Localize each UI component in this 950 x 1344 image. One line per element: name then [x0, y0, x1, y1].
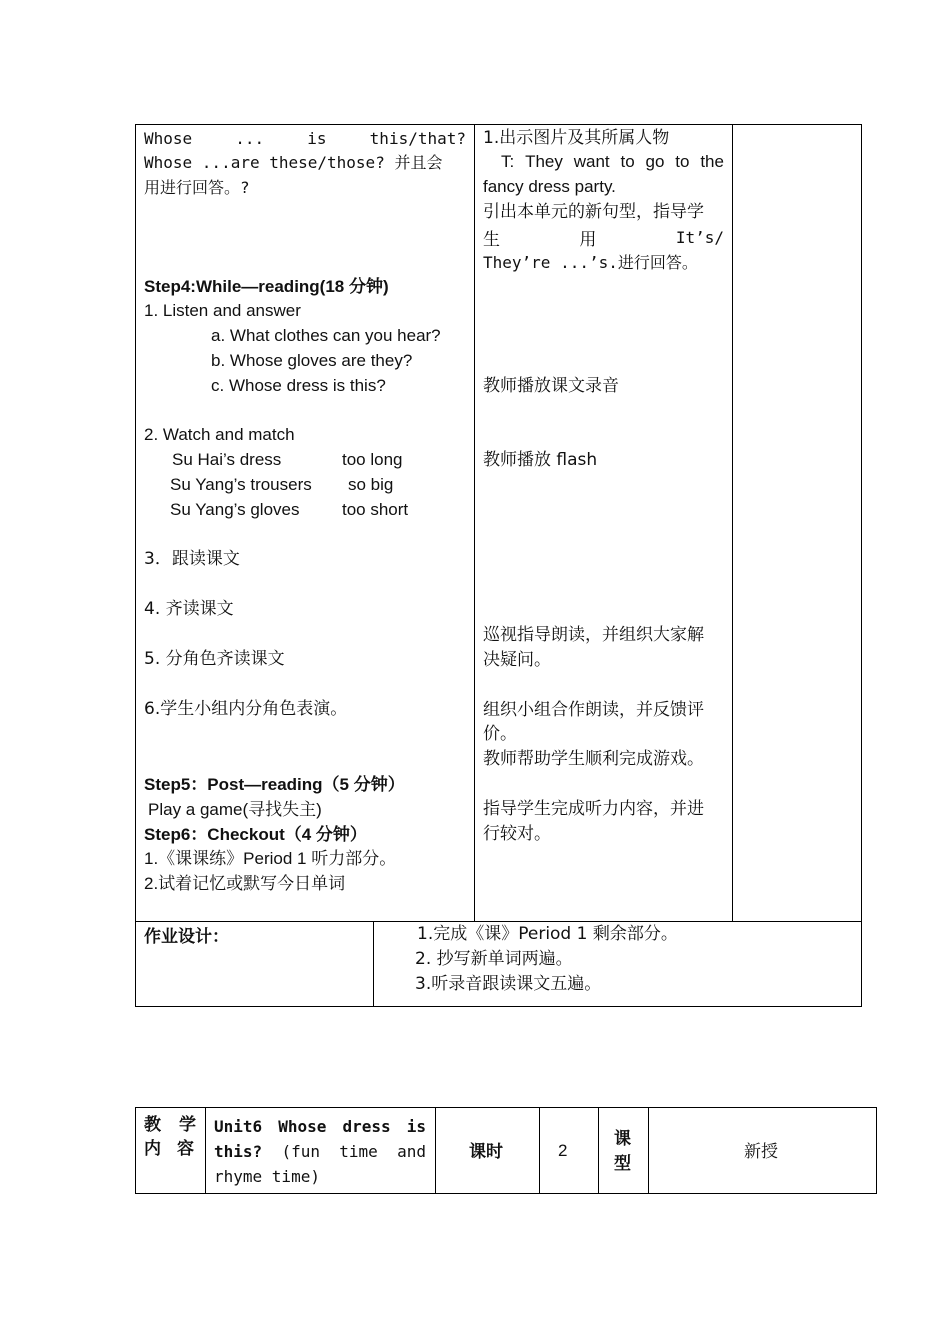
activity-listening-line-1: 指导学生完成听力内容，并进: [483, 799, 704, 819]
intro-word: is: [307, 128, 327, 148]
question-b: b. Whose gloves are they?: [211, 351, 413, 370]
lower-table-divider-2: [435, 1107, 436, 1194]
table-divider-1: [474, 124, 475, 922]
activity-word: It’s/: [675, 228, 724, 247]
homework-item-3: 3.听录音跟读课文五遍。: [415, 974, 602, 994]
activity-word: T:: [501, 151, 515, 171]
step4-title: Step4:While—reading(18 分钟): [144, 277, 389, 296]
title-word: dress: [342, 1117, 391, 1136]
activity-word: want: [573, 151, 610, 171]
homework-item-2: 2. 抄写新单词两遍。: [415, 949, 573, 969]
label-char: 内: [144, 1139, 161, 1159]
title-word: Whose: [278, 1117, 327, 1136]
lesson-title-line-2: [214, 1139, 426, 1164]
intro-word: this/that?: [369, 128, 466, 148]
activity-word: 用: [579, 230, 597, 250]
period-label: 课时: [469, 1142, 503, 1162]
activity-word: the: [700, 151, 724, 171]
lesson-title-line-3: rhyme time): [214, 1167, 320, 1186]
lower-table-divider-3: [539, 1107, 540, 1194]
activity-1-line-4: 引出本单元的新句型，指导学: [483, 202, 704, 222]
type-label-1: 课: [614, 1129, 631, 1149]
checkout-item-1: 1.《课课练》Period 1 听力部分。: [144, 849, 397, 868]
title-word: this?: [214, 1142, 263, 1161]
read-together-item: 4. 齐读课文: [144, 599, 234, 619]
lower-table-border-bottom: [135, 1193, 877, 1194]
label-char: 学: [179, 1115, 196, 1135]
match-left-3: Su Yang’s gloves: [170, 500, 300, 519]
question-c: c. Whose dress is this?: [211, 376, 386, 395]
match-left-1: Su Hai’s dress: [172, 450, 282, 469]
activity-guide-line-1: 巡视指导朗读，并组织大家解: [483, 625, 704, 645]
step6-title: Step6：Checkout（4 分钟）: [144, 825, 367, 844]
activity-word: They: [525, 151, 563, 171]
table-divider-2: [732, 124, 733, 922]
activity-game-help: 教师帮助学生顺利完成游戏。: [483, 749, 704, 769]
title-word: time: [339, 1142, 378, 1161]
follow-read-item: 3．跟读课文: [144, 549, 240, 569]
content-label-line-2: [144, 1134, 194, 1159]
checkout-item-2: 2.试着记忆或默写今日单词: [144, 874, 346, 893]
activity-word: go: [645, 151, 665, 171]
role-play-item: 6.学生小组内分角色表演。: [144, 699, 348, 719]
type-value: 新授: [744, 1142, 778, 1162]
title-word: and: [397, 1142, 426, 1161]
intro-word: Whose: [144, 128, 193, 148]
intro-line-1: [144, 126, 466, 150]
type-label-2: 型: [614, 1154, 631, 1174]
intro-line-3: 用进行回答。?: [144, 178, 250, 197]
activity-1-line-5: [483, 225, 724, 250]
match-right-3: too short: [342, 500, 409, 519]
lower-table-divider-1: [205, 1107, 206, 1194]
label-char: 容: [177, 1139, 194, 1159]
watch-match-item: 2. Watch and match: [144, 425, 295, 444]
activity-1-line-2: [501, 149, 724, 174]
lower-table-border-top: [135, 1107, 877, 1108]
match-right-2: so big: [348, 475, 394, 494]
role-read-item: 5. 分角色齐读课文: [144, 649, 285, 669]
table-border-top: [135, 124, 862, 125]
homework-label: 作业设计：: [144, 927, 229, 946]
title-word: is: [406, 1117, 426, 1136]
activity-word: to: [620, 151, 635, 171]
content-label-line-1: [144, 1110, 196, 1135]
table-border-right: [861, 124, 862, 1007]
activity-play-flash: 教师播放 flash: [483, 450, 598, 470]
table-border-bottom: [135, 1006, 862, 1007]
activity-word: to: [675, 151, 690, 171]
game-item: Play a game(寻找失主): [148, 800, 322, 819]
activity-1-line-6: They’re ...’s.进行回答。: [483, 253, 698, 272]
title-word: Unit6: [214, 1117, 263, 1136]
match-left-2: Su Yang’s trousers: [170, 475, 312, 494]
lower-table-divider-4: [598, 1107, 599, 1194]
lesson-title-line-1: [214, 1114, 426, 1139]
match-right-1: too long: [342, 450, 403, 469]
activity-group-line-2: 价。: [483, 724, 517, 744]
listen-answer-item: 1. Listen and answer: [144, 301, 301, 320]
lower-table-divider-5: [648, 1107, 649, 1194]
activity-group-line-1: 组织小组合作朗读，并反馈评: [483, 700, 704, 720]
activity-listening-line-2: 行较对。: [483, 824, 551, 844]
homework-divider: [373, 921, 374, 1007]
homework-item-1: 1.完成《课》Period 1 剩余部分。: [417, 924, 678, 944]
activity-play-audio: 教师播放课文录音: [483, 376, 619, 396]
period-value: 2: [558, 1141, 568, 1160]
lower-table-border-right: [876, 1107, 877, 1194]
title-word: (fun: [281, 1142, 320, 1161]
table-border-left: [135, 124, 136, 1007]
label-char: 教: [144, 1115, 161, 1135]
step5-title: Step5：Post—reading（5 分钟）: [144, 775, 405, 794]
activity-1-line-3: fancy dress party.: [483, 177, 616, 196]
activity-guide-line-2: 决疑问。: [483, 650, 551, 670]
question-a: a. What clothes can you hear?: [211, 326, 441, 345]
lower-table-border-left: [135, 1107, 136, 1194]
intro-word: ...: [235, 128, 265, 148]
activity-1-line-1: 1.出示图片及其所属人物: [483, 128, 670, 148]
activity-word: 生: [483, 230, 500, 250]
intro-line-2: Whose ...are these/those? 并且会: [144, 153, 443, 172]
